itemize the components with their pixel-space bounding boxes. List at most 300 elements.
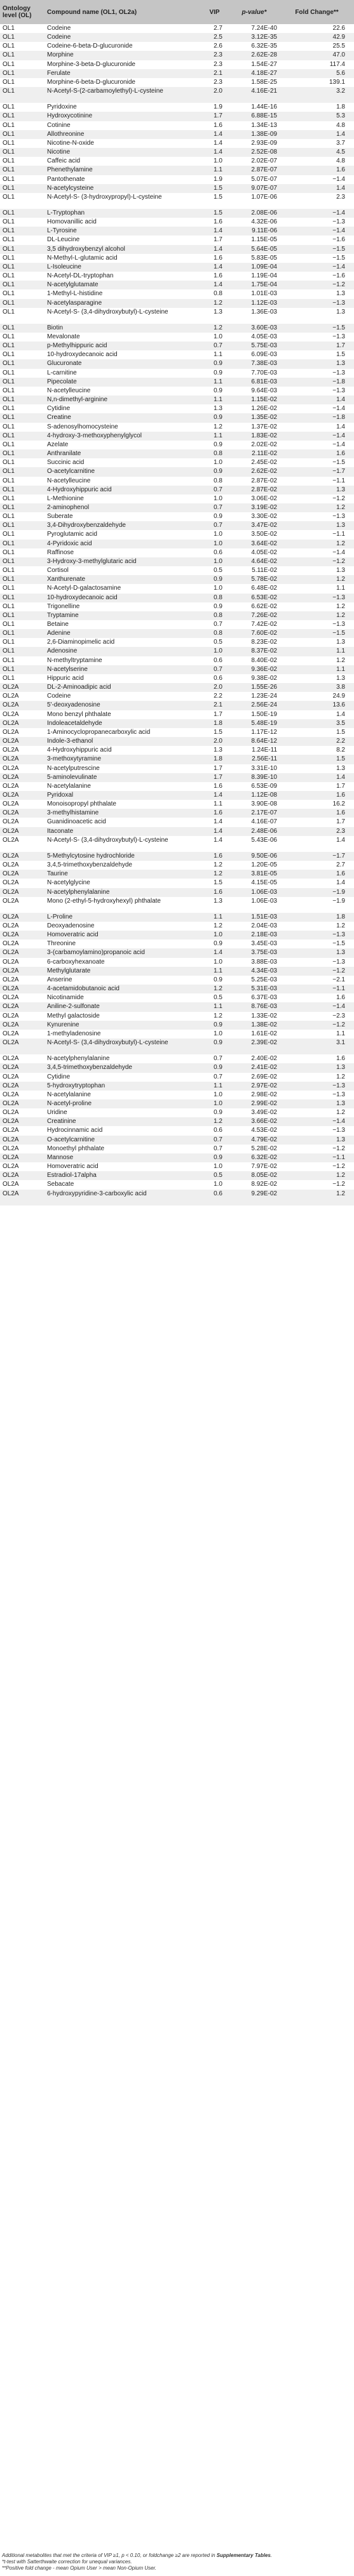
cell-vip: 1.7 — [200, 112, 229, 121]
cell-fold-change: 1.2 — [280, 1190, 354, 1205]
table-row — [0, 764, 354, 773]
cell-level: OL2A — [0, 1099, 44, 1108]
cell-vip: 1.0 — [214, 1091, 222, 1098]
cell-level: OL1 — [0, 378, 44, 387]
cell-fold-change: 1.3 — [280, 1099, 354, 1108]
table-row — [0, 861, 354, 870]
cell-pvalue: 1.51E-03 — [229, 913, 280, 922]
cell-compound: L-Isoleucine — [44, 263, 200, 272]
table-row — [0, 647, 354, 656]
table-row — [0, 540, 354, 548]
cell-vip: 0.9 — [200, 575, 229, 584]
cell-level: OL2A — [0, 1082, 44, 1091]
table-row — [0, 870, 354, 879]
table-row — [0, 602, 354, 611]
table-row — [0, 1162, 354, 1171]
cell-fold-change: 1.5 — [280, 755, 354, 764]
cell-vip: 0.7 — [214, 1073, 222, 1080]
cell-vip: 2.0 — [200, 87, 229, 103]
cell-vip: 1.0 — [200, 931, 229, 939]
table-row — [0, 333, 354, 342]
cell-vip: 1.9 — [214, 175, 222, 183]
cell-vip: 1.1 — [200, 378, 229, 387]
cell-pvalue: 2.56E-24 — [229, 701, 280, 710]
cell-fold-change: −1.4 — [280, 209, 354, 218]
table-row — [0, 1091, 354, 1099]
cell-fold-change: 1.3 — [336, 639, 345, 646]
table-footnotes — [0, 2553, 354, 2572]
cell-vip: 1.5 — [214, 879, 222, 887]
table-row — [0, 888, 354, 897]
cell-compound: N-Acetyl-DL-tryptophan — [47, 272, 114, 280]
cell-fold-change: 42.9 — [280, 33, 354, 42]
cell-compound: 5-aminolevulinate — [44, 773, 200, 782]
cell-fold-change: 1.2 — [336, 922, 345, 929]
cell-fold-change: 1.3 — [280, 1063, 354, 1072]
cell-level: OL1 — [0, 281, 44, 289]
cell-vip: 1.3 — [214, 308, 222, 315]
cell-vip: 2.3 — [214, 60, 222, 68]
cell-compound: Adenine — [44, 629, 200, 638]
cell-fold-change: −1.5 — [332, 254, 345, 262]
cell-compound: L-Tryptophan — [44, 209, 200, 218]
cell-compound: 10-hydroxydecanoic acid — [47, 351, 118, 359]
cell-pvalue: 5.78E-02 — [229, 575, 280, 584]
cell-fold-change: 1.2 — [336, 656, 345, 664]
cell-compound: Itaconate — [44, 827, 200, 836]
cell-compound: N-acetylcysteine — [44, 184, 200, 193]
header-p-value: p-value* — [229, 0, 280, 24]
cell-vip: 1.7 — [214, 710, 222, 718]
cell-pvalue: 2.52E-08 — [229, 148, 280, 157]
table-row — [0, 87, 354, 103]
cell-vip: 1.0 — [200, 1099, 229, 1108]
cell-vip: 2.1 — [200, 69, 229, 78]
table-row — [0, 395, 354, 404]
table-row — [0, 993, 354, 1002]
cell-pvalue: 6.48E-02 — [251, 585, 277, 592]
table-row — [0, 193, 354, 209]
cell-pvalue: 5.07E-07 — [251, 175, 277, 183]
cell-fold-change: 16.2 — [332, 800, 345, 808]
cell-vip: 1.0 — [214, 157, 222, 165]
cell-vip: 0.9 — [214, 940, 222, 948]
cell-compound: Taurine — [44, 870, 200, 879]
cell-level: OL1 — [0, 449, 44, 458]
cell-fold-change: 5.6 — [280, 69, 354, 78]
cell-fold-change: −1.6 — [332, 236, 345, 244]
cell-vip: 0.9 — [200, 359, 229, 368]
cell-pvalue: 3.66E-02 — [229, 1117, 280, 1126]
cell-compound: Pantothenate — [47, 175, 85, 183]
cell-fold-change: −1.7 — [280, 852, 354, 861]
cell-level: OL1 — [0, 594, 44, 602]
cell-fold-change: 1.3 — [280, 486, 354, 495]
table-row — [0, 958, 354, 967]
cell-pvalue: 5.64E-05 — [229, 245, 280, 254]
cell-pvalue: 1.24E-11 — [252, 747, 277, 754]
table-row — [0, 245, 354, 254]
table-row — [0, 369, 354, 378]
cell-pvalue: 3.60E-03 — [229, 324, 280, 333]
table-row — [0, 1108, 354, 1117]
cell-pvalue: 2.02E-02 — [251, 441, 277, 448]
cell-level: OL2A — [3, 800, 19, 808]
cell-vip: 0.9 — [214, 976, 222, 983]
cell-vip: 1.6 — [214, 254, 222, 262]
cell-fold-change: −1.5 — [280, 629, 354, 638]
cell-fold-change: 1.2 — [280, 503, 354, 512]
cell-level: OL1 — [3, 656, 15, 664]
cell-level: OL1 — [3, 531, 15, 538]
cell-level: OL1 — [0, 342, 44, 350]
cell-fold-change: −1.1 — [280, 985, 354, 993]
cell-level: OL1 — [0, 209, 44, 218]
cell-pvalue: 5.25E-03 — [251, 976, 277, 983]
cell-fold-change: −1.1 — [332, 531, 345, 538]
cell-fold-change: 1.4 — [336, 879, 345, 887]
cell-fold-change: 5.3 — [280, 112, 354, 121]
cell-compound: 4-hydroxy-3-methoxyphenylglycol — [44, 432, 200, 441]
cell-compound: p-Methylhippuric acid — [44, 342, 200, 350]
cell-level: OL1 — [0, 227, 44, 236]
table-row — [0, 423, 354, 432]
cell-compound: Betaine — [47, 621, 69, 628]
table-row — [0, 281, 354, 289]
cell-vip: 1.3 — [214, 747, 222, 754]
cell-vip: 1.8 — [200, 755, 229, 764]
cell-fold-change: 1.3 — [336, 308, 345, 315]
cell-level: OL2A — [0, 719, 44, 728]
cell-level: OL1 — [3, 193, 15, 201]
cell-vip: 1.3 — [214, 897, 222, 905]
cell-compound: N-acetylasparagine — [44, 299, 200, 308]
cell-compound: Uridine — [47, 1109, 67, 1117]
cell-pvalue: 1.15E-05 — [251, 236, 277, 244]
cell-pvalue: 5.43E-06 — [251, 836, 277, 844]
table-row — [0, 512, 354, 521]
cell-compound: Cotinine — [47, 121, 71, 129]
table-row — [0, 175, 354, 184]
cell-compound: N-Acetyl-S- (3,4-dihydroxybutyl)-L-cysteine — [44, 1039, 200, 1054]
table-row — [0, 467, 354, 476]
table-row — [0, 1117, 354, 1126]
cell-compound: 3,4-Dihydroxybenzaldehyde — [44, 521, 200, 530]
table-row — [0, 683, 354, 692]
cell-pvalue: 2.87E-07 — [229, 166, 280, 175]
cell-fold-change: 139.1 — [329, 78, 345, 86]
cell-fold-change: 25.5 — [332, 43, 345, 50]
cell-fold-change: −1.5 — [332, 459, 345, 467]
cell-level: OL2A — [0, 1136, 44, 1145]
cell-level: OL1 — [3, 602, 15, 610]
cell-compound: O-acetylcarnitine — [44, 467, 200, 476]
cell-level: OL2A — [0, 1153, 44, 1162]
cell-pvalue: 3.88E-03 — [251, 958, 277, 966]
cell-vip: 2.3 — [214, 78, 222, 86]
cell-pvalue: 3.31E-10 — [251, 764, 277, 772]
cell-compound: 1-Aminocyclopropanecarboxylic acid — [47, 728, 151, 736]
cell-vip: 1.0 — [214, 585, 222, 592]
cell-pvalue: 7.38E-03 — [229, 359, 280, 368]
cell-compound: S-adenosylhomocysteine — [47, 423, 118, 430]
table-row — [0, 773, 354, 782]
cell-pvalue: 4.16E-07 — [251, 818, 277, 826]
cell-pvalue: 9.29E-02 — [229, 1190, 280, 1205]
cell-pvalue: 1.09E-04 — [229, 263, 280, 272]
cell-fold-change: −1.7 — [280, 467, 354, 476]
cell-fold-change: 1.4 — [280, 773, 354, 782]
cell-vip: 1.8 — [200, 719, 229, 728]
cell-pvalue: 1.12E-03 — [229, 299, 280, 308]
cell-level: OL2A — [3, 836, 19, 844]
cell-pvalue: 1.75E-04 — [229, 281, 280, 289]
cell-level: OL1 — [3, 351, 15, 359]
cell-level: OL2A — [3, 940, 19, 948]
cell-compound: Aniline-2-sulfonate — [44, 1002, 200, 1011]
table-row — [0, 112, 354, 121]
cell-fold-change: 1.1 — [280, 665, 354, 674]
cell-compound: N-acetylalanine — [47, 782, 91, 790]
table-row — [0, 359, 354, 368]
cell-pvalue: 6.53E-02 — [229, 594, 280, 602]
table-row — [0, 166, 354, 175]
cell-compound: N-acetyl-proline — [44, 1099, 200, 1108]
cell-pvalue: 1.07E-06 — [251, 193, 277, 201]
cell-level: OL1 — [0, 166, 44, 175]
cell-level: OL1 — [3, 567, 15, 574]
header-fold-change: Fold Change** — [280, 0, 354, 24]
table-row — [0, 584, 354, 593]
cell-pvalue: 3.90E-08 — [251, 800, 277, 808]
cell-pvalue: 1.20E-05 — [251, 861, 277, 869]
cell-fold-change: 1.5 — [336, 728, 345, 736]
cell-level: OL2A — [3, 897, 19, 905]
table-body — [0, 24, 354, 1205]
table-row — [0, 620, 354, 629]
cell-pvalue: 2.08E-06 — [229, 209, 280, 218]
cell-vip: 0.6 — [214, 1127, 222, 1134]
cell-compound: Pyroglutamic acid — [47, 531, 97, 538]
cell-fold-change: 1.4 — [280, 184, 354, 193]
cell-vip: 0.9 — [200, 1021, 229, 1030]
table-row — [0, 148, 354, 157]
cell-pvalue: 4.05E-02 — [251, 548, 277, 556]
table-row — [0, 236, 354, 244]
cell-fold-change: 3.7 — [336, 139, 345, 147]
cell-vip: 0.8 — [200, 449, 229, 458]
cell-vip: 1.0 — [214, 1163, 222, 1171]
cell-level: OL1 — [0, 112, 44, 121]
cell-level: OL1 — [3, 423, 15, 430]
cell-pvalue: 8.76E-03 — [229, 1002, 280, 1011]
cell-compound: L-Methionine — [47, 495, 84, 502]
cell-compound: N-acetylalanine — [47, 1091, 91, 1098]
cell-vip: 1.0 — [214, 958, 222, 966]
header-compound-name: Compound name (OL1, OL2a) — [44, 0, 200, 24]
table-row — [0, 594, 354, 602]
cell-fold-change: 3.1 — [280, 1039, 354, 1054]
cell-compound: Azelate — [47, 441, 69, 448]
cell-vip: 1.1 — [200, 432, 229, 441]
cell-fold-change: 1.2 — [280, 540, 354, 548]
table-row — [0, 818, 354, 827]
cell-pvalue: 4.53E-02 — [251, 1127, 277, 1134]
cell-vip: 1.4 — [200, 948, 229, 957]
cell-level: OL1 — [3, 513, 15, 521]
cell-compound: 5-hydroxytryptophan — [44, 1082, 200, 1091]
cell-pvalue: 8.23E-02 — [251, 639, 277, 646]
cell-compound: DL-2-Aminoadipic acid — [44, 683, 200, 692]
table-row — [0, 629, 354, 638]
cell-pvalue: 2.62E-28 — [229, 51, 280, 60]
cell-compound: N-acetylglutamate — [44, 281, 200, 289]
metabolite-table — [0, 0, 354, 1205]
cell-vip: 0.5 — [200, 1171, 229, 1180]
cell-compound: 1-Methyl-L-histidine — [47, 290, 103, 298]
cell-pvalue: 5.83E-05 — [251, 254, 277, 262]
cell-pvalue: 2.62E-02 — [229, 467, 280, 476]
cell-fold-change: 3.2 — [280, 87, 354, 103]
table-row — [0, 521, 354, 530]
cell-fold-change: −1.1 — [280, 1153, 354, 1162]
cell-pvalue: 8.05E-02 — [229, 1171, 280, 1180]
cell-vip: 1.6 — [200, 888, 229, 897]
cell-pvalue: 1.44E-16 — [251, 103, 277, 111]
cell-pvalue: 3.06E-02 — [251, 495, 277, 502]
cell-compound: 4-Hydroxyhippuric acid — [47, 747, 112, 754]
cell-fold-change: −1.2 — [280, 1021, 354, 1030]
cell-vip: 0.9 — [200, 1063, 229, 1072]
cell-compound: N-acetylphenylalanine — [44, 888, 200, 897]
cell-compound: Mono benzyl phthalate — [47, 710, 111, 718]
cell-vip: 0.7 — [200, 521, 229, 530]
cell-pvalue: 5.75E-03 — [229, 342, 280, 350]
cell-vip: 1.4 — [200, 245, 229, 254]
cell-compound: Pipecolate — [44, 378, 200, 387]
table-row — [0, 922, 354, 931]
cell-vip: 1.6 — [200, 809, 229, 818]
cell-vip: 1.4 — [200, 148, 229, 157]
cell-fold-change: 1.6 — [280, 809, 354, 818]
table-row — [0, 548, 354, 557]
table-row — [0, 378, 354, 387]
cell-fold-change: 47.0 — [280, 51, 354, 60]
cell-compound: Codeine — [47, 693, 71, 700]
table-row — [0, 1021, 354, 1030]
cell-level: OL2A — [0, 1039, 44, 1054]
table-row — [0, 665, 354, 674]
cell-level: OL1 — [3, 639, 15, 646]
cell-vip: 1.0 — [214, 333, 222, 340]
cell-vip: 0.9 — [214, 369, 222, 376]
cell-vip: 1.1 — [200, 1082, 229, 1091]
cell-fold-change: 1.7 — [336, 782, 345, 790]
cell-level: OL1 — [3, 308, 15, 315]
table-row — [0, 1171, 354, 1180]
cell-compound: 4-Pyridoxic acid — [44, 540, 200, 548]
cell-vip: 1.0 — [200, 647, 229, 656]
cell-vip: 2.1 — [200, 701, 229, 710]
table-row — [0, 1002, 354, 1011]
cell-fold-change: −1.6 — [332, 272, 345, 280]
cell-level: OL2A — [3, 693, 19, 700]
cell-pvalue: 1.38E-02 — [229, 1021, 280, 1030]
cell-level: OL1 — [3, 333, 15, 340]
cell-pvalue: 1.19E-04 — [251, 272, 277, 280]
cell-level: OL1 — [3, 585, 15, 592]
cell-pvalue: 1.17E-12 — [251, 728, 277, 736]
table-row — [0, 449, 354, 458]
cell-fold-change: 4.8 — [336, 157, 345, 165]
cell-fold-change: −1.3 — [280, 594, 354, 602]
table-row — [0, 638, 354, 647]
cell-compound: DL-Leucine — [47, 236, 80, 244]
cell-pvalue: 3.64E-02 — [229, 540, 280, 548]
cell-vip: 1.1 — [214, 800, 222, 808]
cell-fold-change: 1.7 — [336, 818, 345, 826]
table-row — [0, 495, 354, 503]
cell-fold-change: −1.5 — [280, 324, 354, 333]
cell-fold-change: 1.2 — [336, 1073, 345, 1080]
cell-level: OL1 — [0, 324, 44, 333]
cell-compound: Homoveratric acid — [47, 1163, 99, 1171]
table-row — [0, 130, 354, 139]
cell-fold-change: 1.4 — [280, 130, 354, 139]
supplementary-tables-link[interactable]: Supplementary Tables — [216, 2553, 271, 2558]
cell-compound: Phenethylamine — [44, 166, 200, 175]
cell-vip: 1.6 — [214, 782, 222, 790]
cell-pvalue: 6.37E-03 — [251, 994, 277, 1002]
cell-level: OL1 — [0, 69, 44, 78]
cell-level: OL1 — [3, 254, 15, 262]
cell-fold-change: −1.3 — [332, 513, 345, 521]
cell-compound: Cytidine — [47, 405, 71, 413]
cell-vip: 1.4 — [200, 130, 229, 139]
cell-vip: 0.9 — [200, 413, 229, 422]
cell-fold-change: −1.4 — [280, 1117, 354, 1126]
cell-fold-change: −1.4 — [280, 263, 354, 272]
cell-vip: 0.9 — [214, 441, 222, 448]
cell-compound: Codeine-6-beta-D-glucuronide — [47, 43, 133, 50]
cell-vip: 1.4 — [214, 139, 222, 147]
cell-fold-change: −1.9 — [332, 897, 345, 905]
table-row — [0, 477, 354, 486]
cell-pvalue: 9.07E-07 — [229, 184, 280, 193]
cell-compound: Mevalonate — [47, 333, 80, 340]
cell-compound: Glucuronate — [44, 359, 200, 368]
cell-fold-change: 22.6 — [332, 25, 345, 32]
cell-level: OL2A — [0, 737, 44, 746]
cell-pvalue: 7.42E-02 — [251, 621, 277, 628]
cell-fold-change: −1.4 — [280, 1002, 354, 1011]
cell-compound: N-acetylglycine — [47, 879, 90, 887]
cell-fold-change: −1.3 — [332, 369, 345, 376]
cell-level: OL1 — [3, 405, 15, 413]
cell-pvalue: 4.18E-27 — [229, 69, 280, 78]
table-row — [0, 1054, 354, 1063]
cell-level: OL2A — [3, 1091, 19, 1098]
cell-vip: 1.2 — [200, 1117, 229, 1126]
table-row — [0, 1073, 354, 1082]
cell-fold-change: −1.5 — [280, 245, 354, 254]
cell-fold-change: 1.3 — [280, 948, 354, 957]
cell-pvalue: 2.56E-11 — [229, 755, 280, 764]
cell-vip: 2.5 — [200, 33, 229, 42]
footnote-text: Additional metabolites that met the criteria of VIP ≥1, p < 0.10, or foldchange ≥2 are reported in — [2, 2553, 217, 2558]
cell-vip: 1.7 — [200, 773, 229, 782]
cell-vip: 0.6 — [214, 548, 222, 556]
